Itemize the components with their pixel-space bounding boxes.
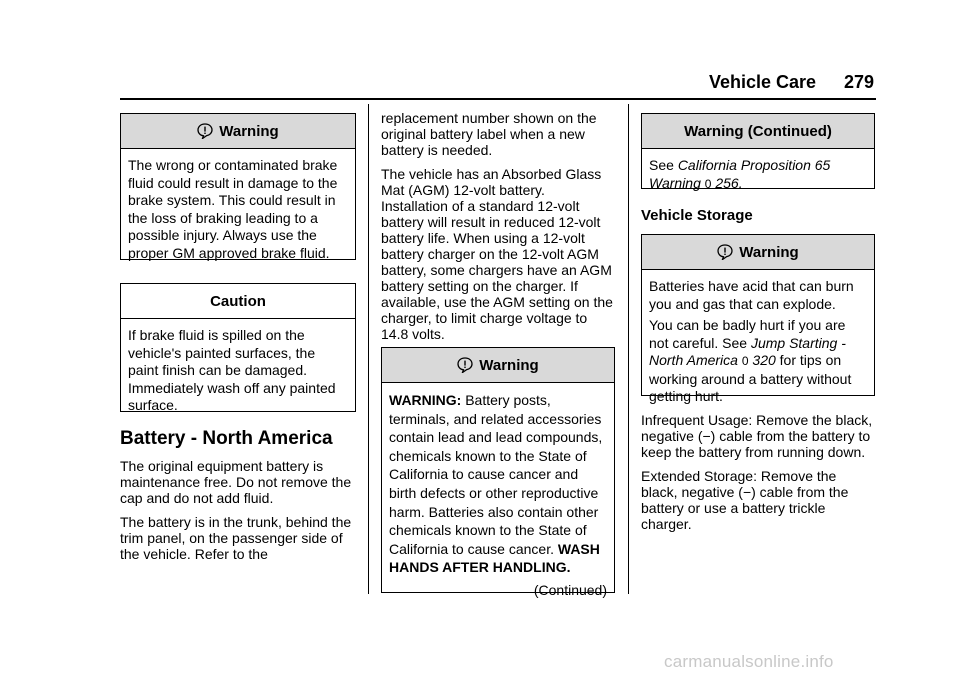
continued-label: (Continued) xyxy=(533,581,607,598)
warning-text: The wrong or contaminated brake fluid could result in damage to the brake system. This could result in the loss of braking leading to a possible injury. Always use the proper GM approved brake fluid. xyxy=(128,157,338,261)
warning-icon xyxy=(197,123,213,139)
warning-box-brake-fluid xyxy=(120,113,356,260)
warning-p2-post: for tips on xyxy=(779,352,842,368)
page-ref: 256. xyxy=(715,174,743,191)
battery-para-1: The original equipment battery is maintenance free. Do not remove the cap and do not add fluid. xyxy=(120,458,352,506)
see-label: See xyxy=(649,157,674,173)
column-divider-2 xyxy=(628,104,629,594)
section-title-storage: Vehicle Storage xyxy=(641,207,753,224)
warning-p3: working around a battery without getting hurt. xyxy=(649,370,852,404)
warning-continued-heading: Warning (Continued) xyxy=(642,114,874,149)
battery-para-4: The vehicle has an Absorbed Glass Mat (AGM) 12-volt battery. Installation of a standard 12-volt battery will result in reduced 12-volt battery life. When using a 12-volt battery charger on the 12-volt AGM battery, some chargers have an AGM battery setting on the charger. If available, use the AGM setting on the charger, to limit charge voltage to 14.8 volts. xyxy=(381,166,613,342)
column-2-text xyxy=(381,110,615,350)
column-divider-1 xyxy=(368,104,369,594)
page-ref-symbol: 0 xyxy=(741,354,749,368)
page-ref: 320 xyxy=(752,352,776,368)
warning-box-acid xyxy=(641,234,875,404)
caution-text: If brake fluid is spilled on the vehicle's painted surfaces, the paint finish can be damaged. Immediately wash off any painted surface. xyxy=(128,327,336,413)
warning-text: Battery posts, terminals, and related accessories contain lead and lead compounds, chemicals known to the State of California to cause cancer and birth defects or other reproductive harm. Batteries also contain other chemicals known to the State of California to cause cancer. xyxy=(389,392,603,557)
section-title-battery: Battery - North America xyxy=(120,428,333,449)
watermark: carmanualsonline.info xyxy=(664,652,834,671)
warning-continued-box xyxy=(641,113,875,189)
storage-para-1: Infrequent Usage: Remove the black, negative (−) cable from the battery to keep the battery from running down. xyxy=(641,412,873,460)
caution-heading: Caution xyxy=(121,284,355,319)
warning-emphasis: WASH HANDS AFTER HANDLING. xyxy=(389,540,600,576)
page-ref-symbol: 0 xyxy=(704,176,712,191)
page-number: 279 xyxy=(844,72,875,92)
warning-heading: Warning xyxy=(219,122,279,140)
warning-p1: Batteries have acid that can burn you and gas that can explode. xyxy=(649,278,854,312)
battery-para-2: The battery is in the trunk, behind the trim panel, on the passenger side of the vehicle. Refer to the xyxy=(120,514,352,562)
cross-reference: California Proposition 65 Warning xyxy=(649,157,831,191)
warning-icon xyxy=(457,357,473,373)
warning-heading: Warning xyxy=(479,356,539,374)
warning-icon xyxy=(717,244,733,260)
column-3-text xyxy=(641,412,875,540)
warning-lead: WARNING: xyxy=(389,392,462,408)
page-header-title: Vehicle Care xyxy=(709,72,817,92)
cross-reference: Jump Starting - North America xyxy=(649,334,846,368)
caution-box-paint xyxy=(120,283,356,412)
header-rule xyxy=(120,98,876,100)
column-1-text xyxy=(120,458,356,570)
warning-p2-pre: You can be badly hurt if you are not careful. See xyxy=(649,317,846,351)
storage-para-2: Extended Storage: Remove the black, negative (−) cable from the battery or use a battery trickle charger. xyxy=(641,468,849,532)
warning-box-lead xyxy=(381,347,615,598)
battery-para-3: replacement number shown on the original battery label when a new battery is needed. xyxy=(381,110,597,158)
warning-heading: Warning xyxy=(739,243,799,261)
